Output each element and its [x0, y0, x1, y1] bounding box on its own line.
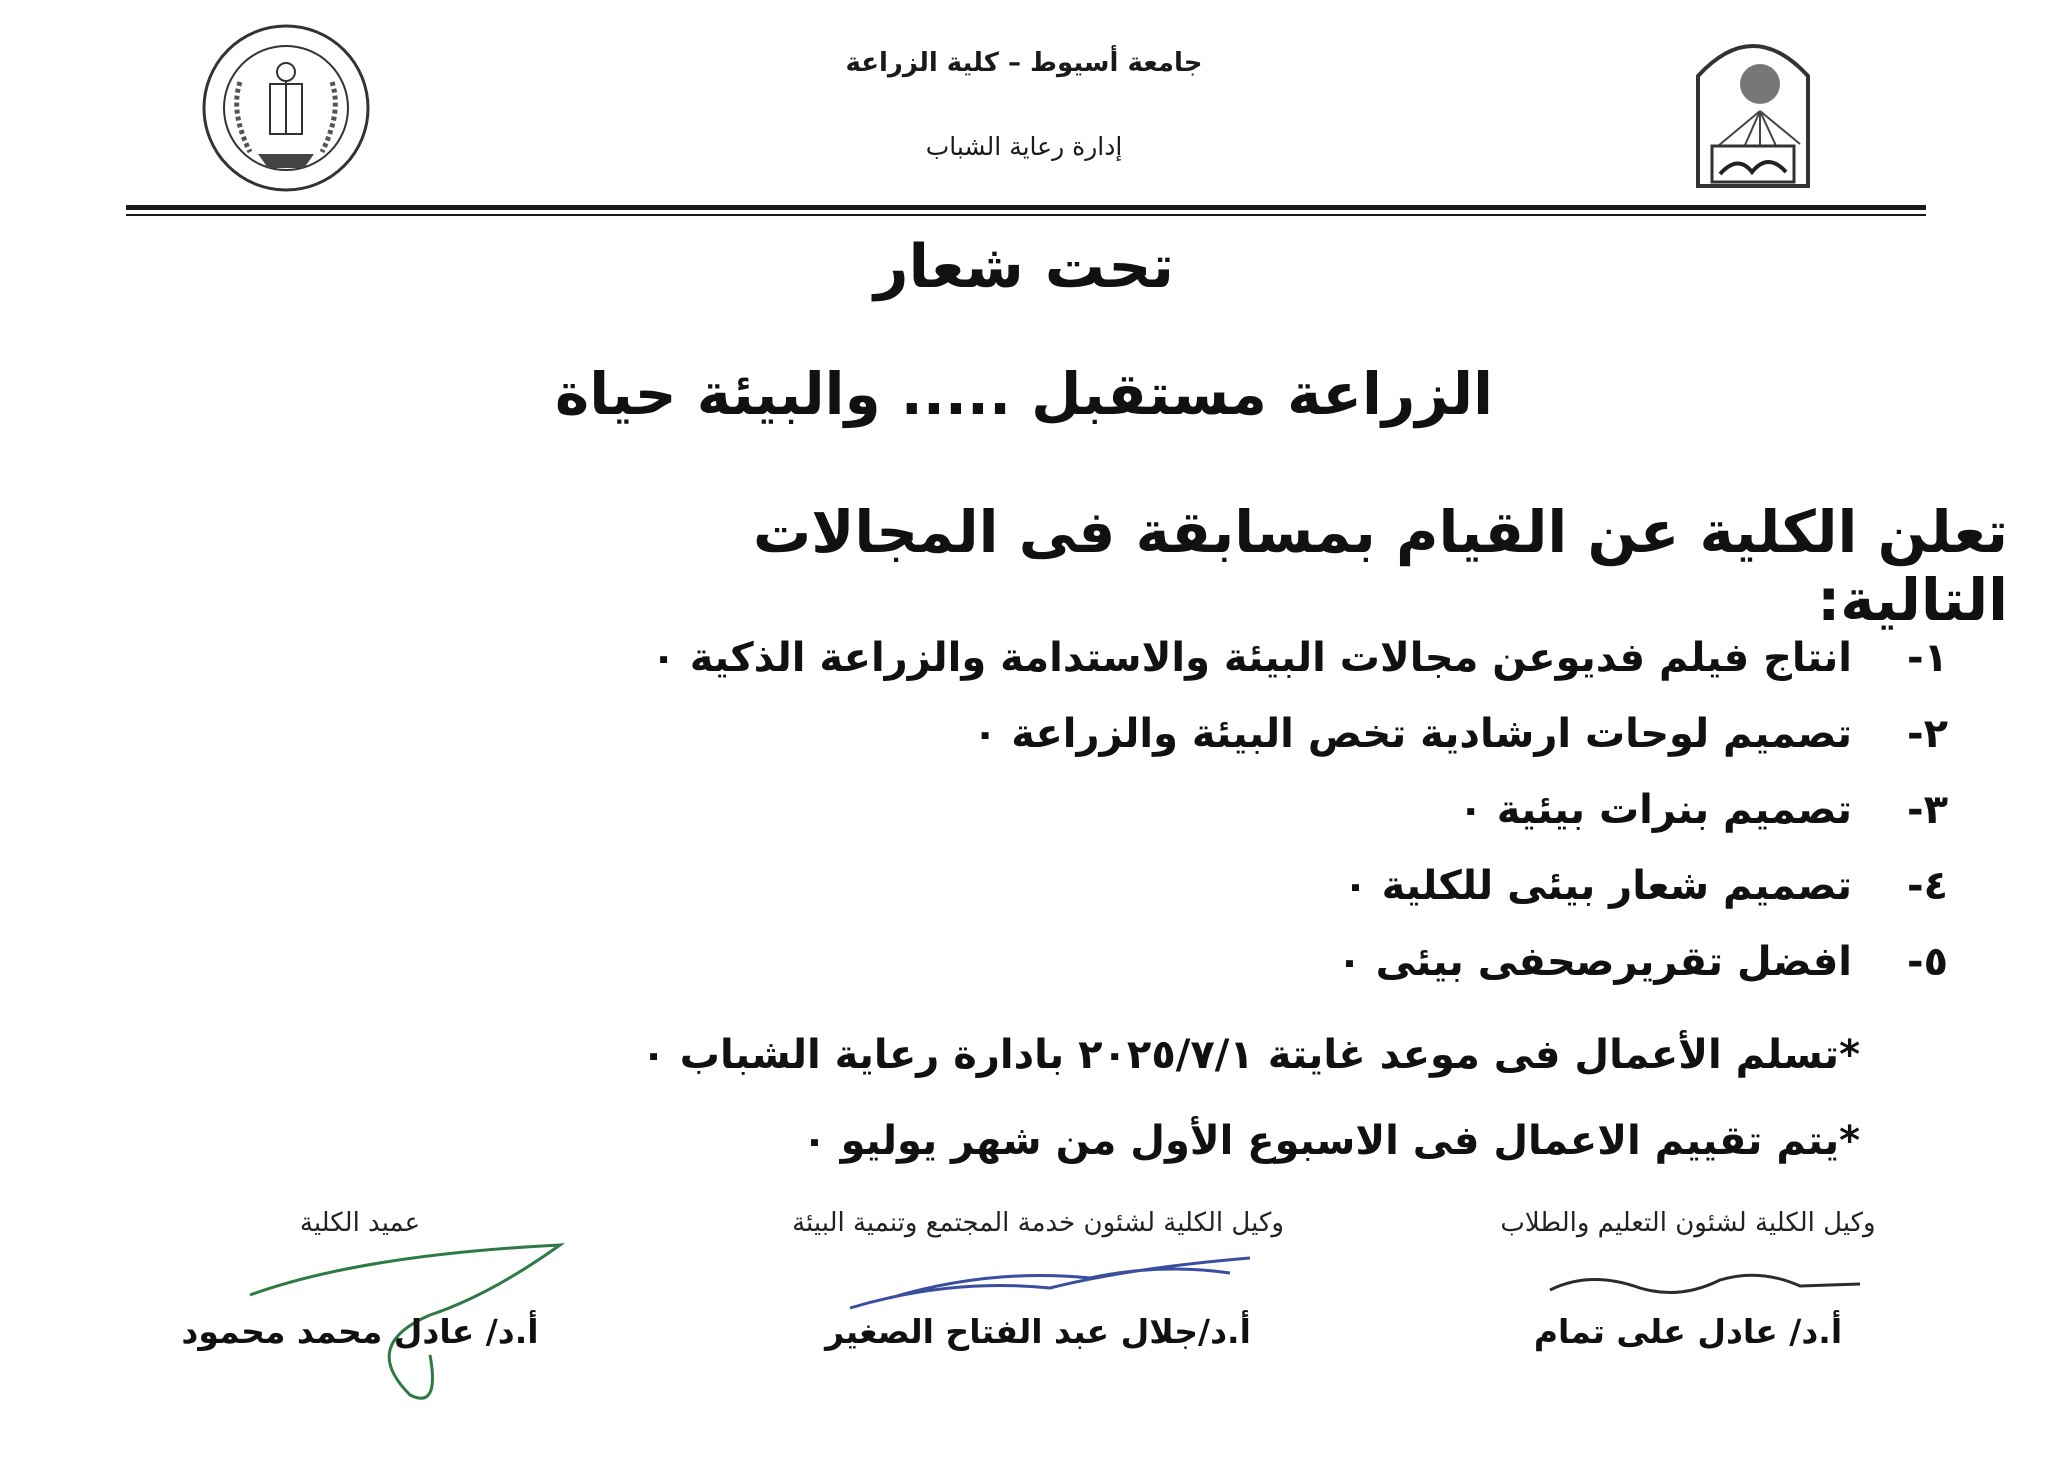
slogan-label: تحت شعار: [873, 232, 1175, 302]
list-item: [448, 696, 1948, 772]
signatory-title-community: وكيل الكلية لشئون خدمة المجتمع وتنمية البيئة: [792, 1208, 1284, 1238]
signatory-name-dean: أ.د/ عادل محمد محمود: [181, 1312, 539, 1351]
submission-deadline-note: *تسلم الأعمال فى موعد غايتة ٢٠٢٥/٧/١ بادارة رعاية الشباب ٠: [641, 1032, 1860, 1078]
announcement-heading: تعلن الكلية عن القيام بمسابقة فى المجالات التالية:: [752, 498, 2008, 634]
university-seal-icon: [200, 22, 372, 194]
item-text: تصميم لوحات ارشادية تخص البيئة والزراعة ٠: [972, 711, 1852, 757]
item-text: تصميم بنرات بيئية ٠: [1458, 787, 1852, 833]
list-item: [448, 924, 1948, 1000]
evaluation-note: *يتم تقييم الاعمال فى الاسبوع الأول من شهر يوليو ٠: [802, 1118, 1860, 1164]
item-number: ١-: [1906, 635, 1948, 681]
slogan-text: الزراعة مستقبل ..... والبيئة حياة: [555, 360, 1493, 428]
item-number: ٥-: [1906, 939, 1948, 985]
competition-fields-list: [448, 620, 1948, 1000]
item-text: تصميم شعار بيئى للكلية ٠: [1343, 863, 1852, 909]
item-text: انتاج فيلم فديوعن مجالات البيئة والاستدامة والزراعة الذكية ٠: [651, 635, 1852, 681]
list-item: [448, 772, 1948, 848]
item-number: ٤-: [1906, 863, 1948, 909]
university-emblem-icon: [1688, 26, 1818, 191]
signatory-title-education: وكيل الكلية لشئون التعليم والطلاب: [1500, 1208, 1876, 1238]
item-text: افضل تقريرصحفى بيئى ٠: [1337, 939, 1852, 985]
signatory-name-education: أ.د/ عادل على تمام: [1533, 1312, 1843, 1351]
university-faculty-line: جامعة أسيوط – كلية الزراعة: [845, 48, 1203, 78]
header-divider-thin: [126, 214, 1926, 216]
signatory-title-dean: عميد الكلية: [299, 1208, 421, 1238]
item-number: ٣-: [1906, 787, 1948, 833]
signatory-name-community: أ.د/جلال عبد الفتاح الصغير: [825, 1312, 1251, 1351]
header-divider-thick: [126, 205, 1926, 210]
item-number: ٢-: [1906, 711, 1948, 757]
department-line: إدارة رعاية الشباب: [925, 132, 1123, 161]
notes-block: [460, 1012, 1860, 1184]
list-item: [448, 620, 1948, 696]
list-item: [448, 848, 1948, 924]
